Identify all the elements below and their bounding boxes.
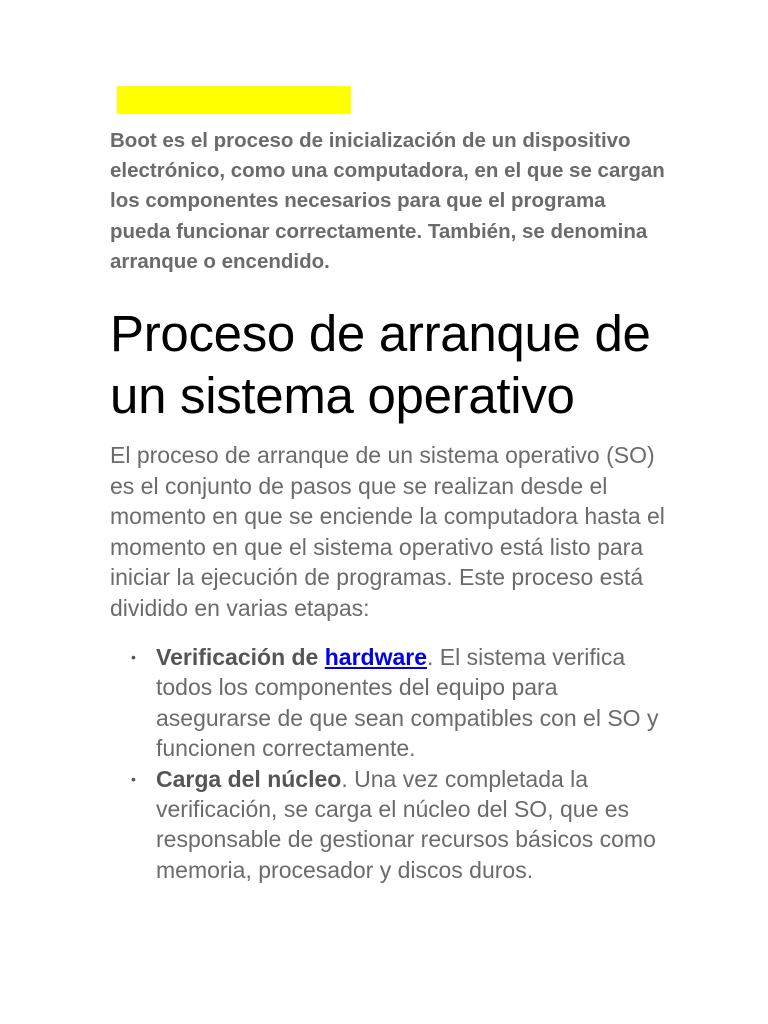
body-paragraph: El proceso de arranque de un sistema operativo (SO) es el conjunto de pasos que se realizan desde el momento en que se enciende la computadora hasta el momento en que el sistema operativo está listo para iniciar la ejecución de programas. Este proceso está dividido en varias etapas: [110,442,665,621]
bullet-icon: • [131,649,136,665]
bullet-icon: • [131,770,136,787]
bullet-term: Carga del núcleo [156,765,342,792]
bullet-term: Verificación de [156,644,325,670]
list-item [110,642,670,764]
bullet-description: . El sistema verifica todos los componentes del equipo para asegurarse de que sean compatibles con el SO y funcionen correctamente. [156,644,659,762]
stages-list [110,642,670,885]
bullet-description: . Una vez completada la verificación, se carga el núcleo del SO, que es responsable de gestionar recursos básicos como memoria, procesador y discos duros. [156,765,656,883]
intro-paragraph: Boot es el proceso de inicialización de un dispositivo electrónico, como una computadora, en el que se cargan los componentes necesarios para que el programa pueda funcionar correctamente. También, se denomina arranque o encendido. [110,129,665,273]
hardware-link[interactable]: hardware [324,644,428,670]
yellow-highlight-bar [117,86,351,114]
page-title: Proceso de arranque de un sistema operativo [110,305,651,424]
list-item [110,764,670,886]
